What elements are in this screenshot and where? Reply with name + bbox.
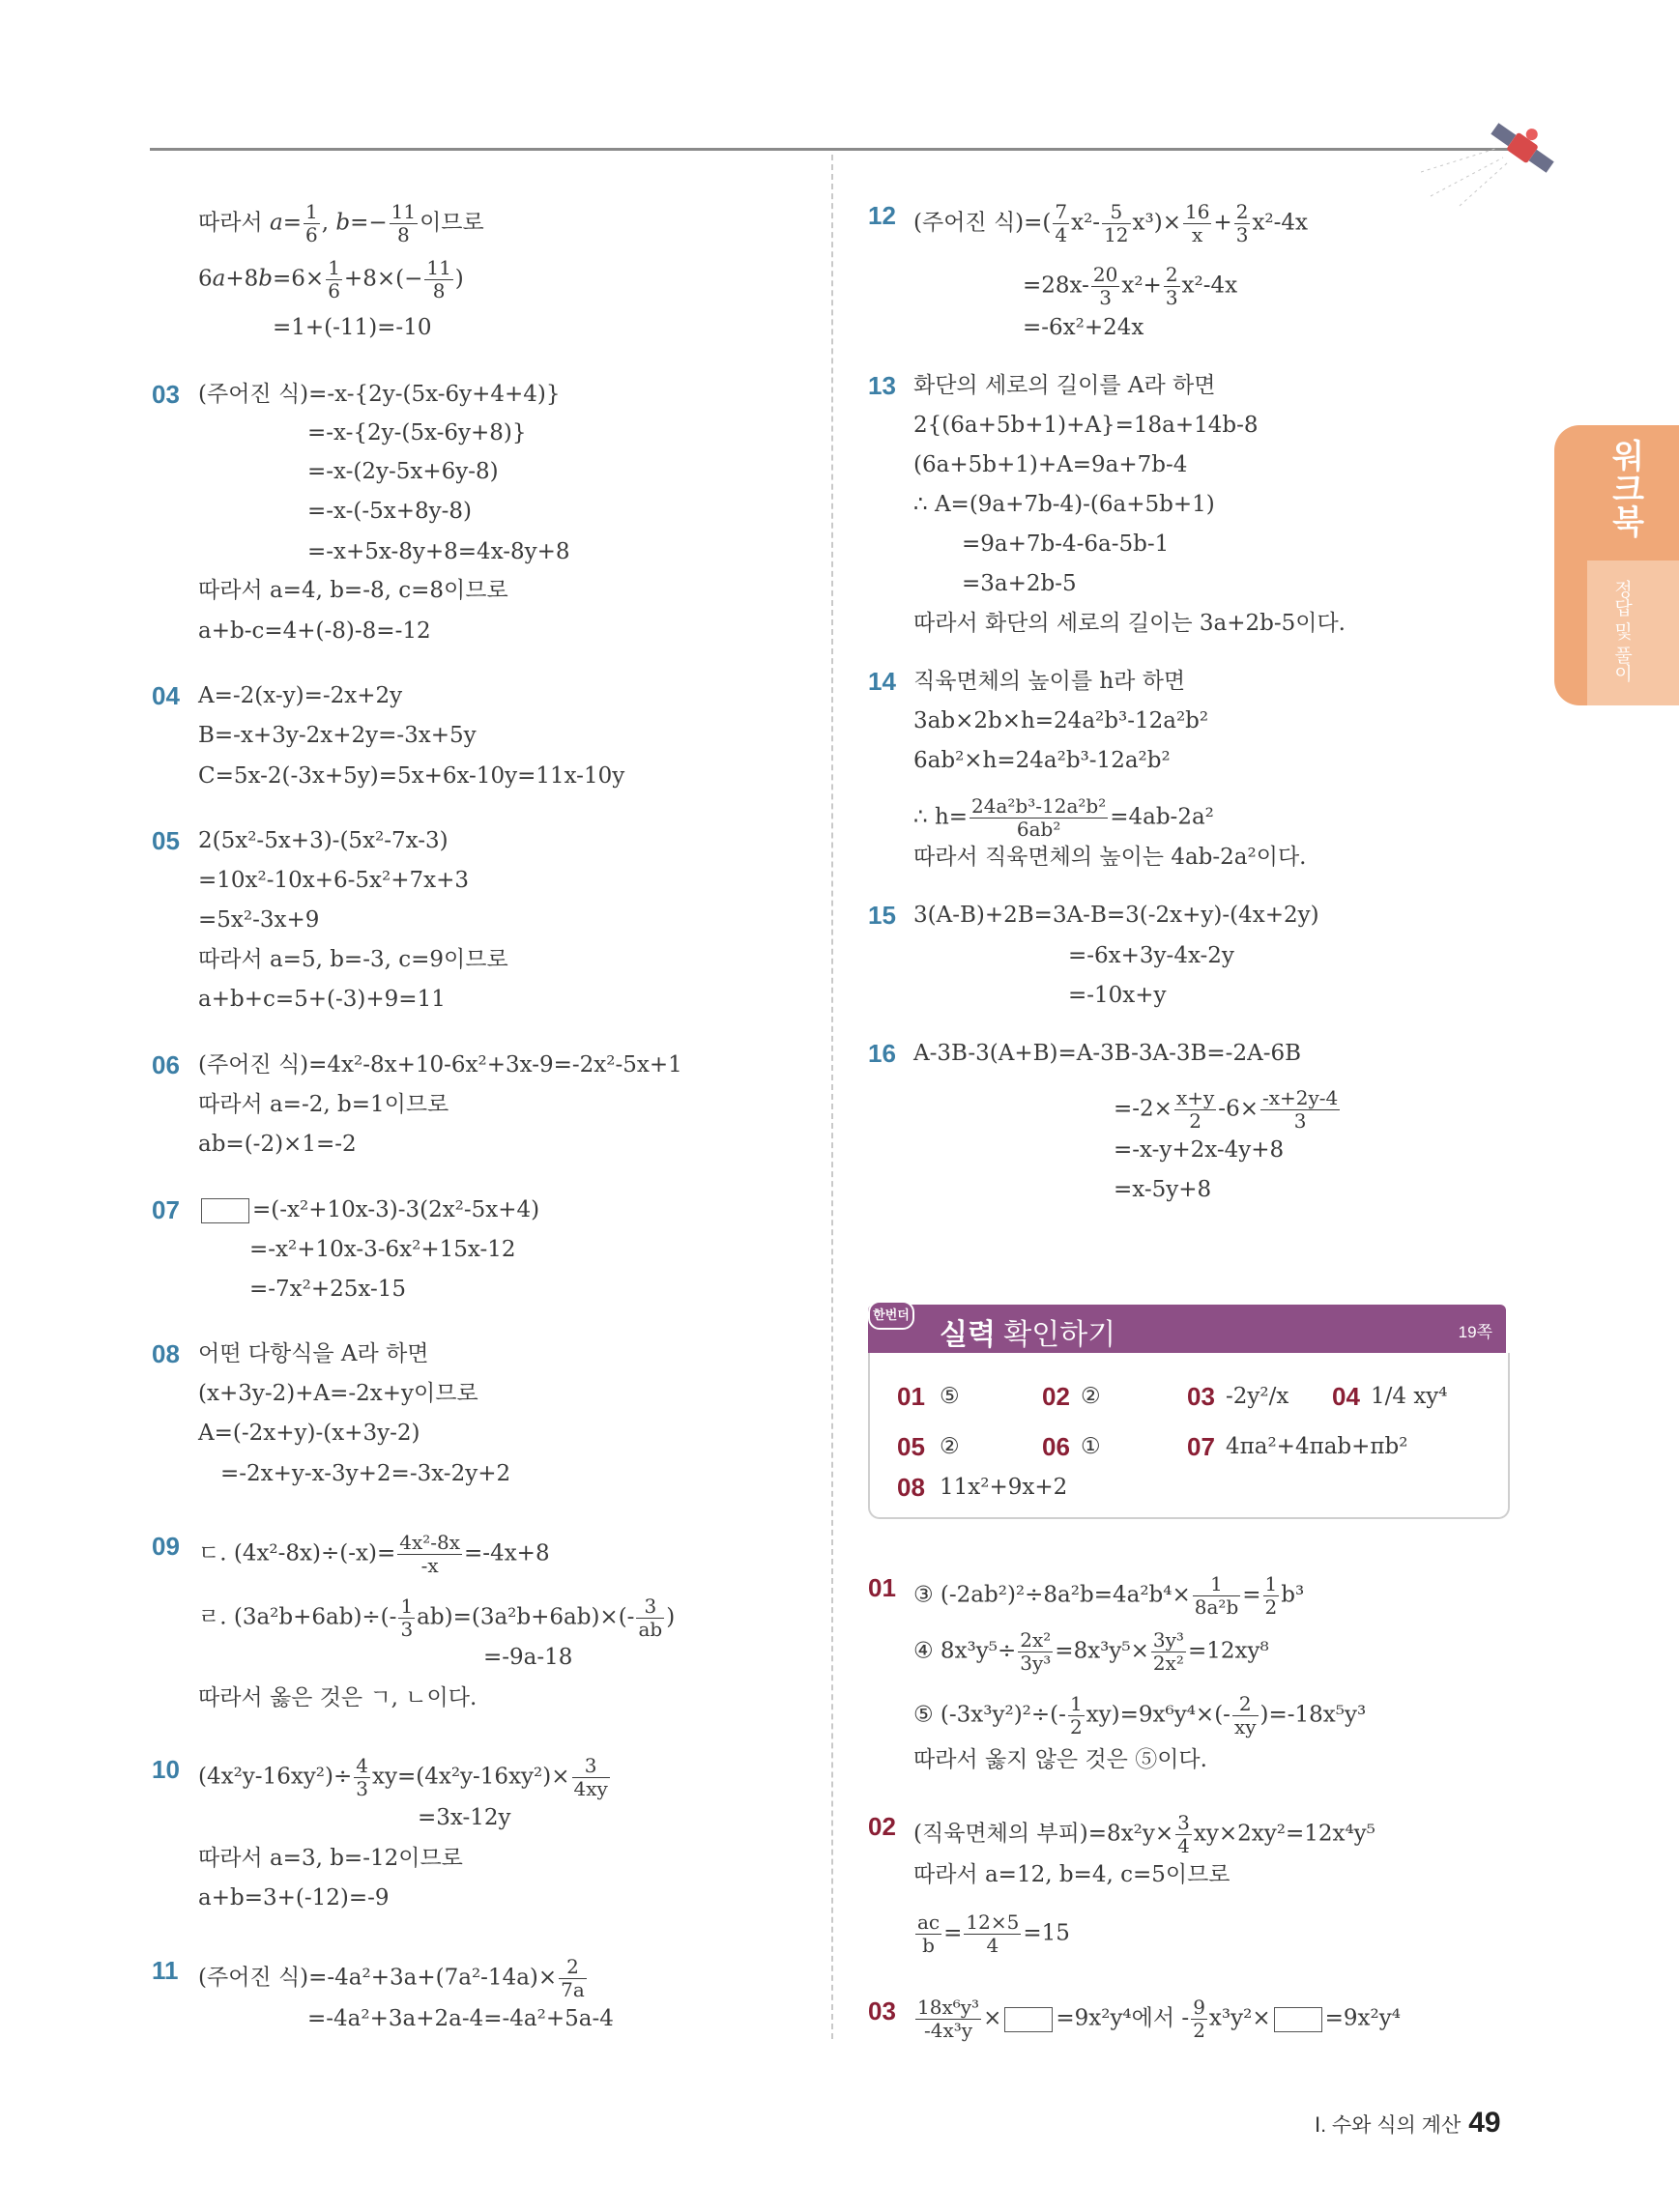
column-divider xyxy=(831,155,833,2039)
s01-line-1: ③ (-2ab²)²÷8a²b=4a²b⁴× $\frac{1}{\text{8a²b}}$ = $\frac{1}{2}$ b³ xyxy=(913,1572,1305,1619)
blank-box xyxy=(1004,2007,1053,2032)
p08-line-1: 어떤 다항식을 A라 하면 xyxy=(198,1341,429,1366)
side-tab[interactable] xyxy=(1554,425,1679,705)
problem-number-13: 13 xyxy=(868,371,896,400)
p10-line-2: =3x-12y xyxy=(418,1805,511,1830)
p13-line-2: 2{(6a+5b+1)+A}=18a+14b-8 xyxy=(913,413,1259,438)
p05-line-5: a+b+c=5+(-3)+9=11 xyxy=(198,987,446,1012)
p06-line-3: ab=(-2)×1=-2 xyxy=(198,1132,357,1157)
page-number: 49 xyxy=(1468,2107,1501,2139)
p12-line-3: =-6x²+24x xyxy=(1023,315,1144,340)
p14-line-5: 따라서 직육면체의 높이는 4ab-2a²이다. xyxy=(913,845,1307,870)
p09-line-3: =-9a-18 xyxy=(483,1645,573,1670)
p11-line-2: =-4a²+3a+2a-4=-4a²+5a-4 xyxy=(307,2006,614,2031)
p04-line-2: B=-x+3y-2x+2y=-3x+5y xyxy=(198,723,477,748)
p12-line-2: =28x- $\frac{20}{3}$ x²+ $\frac{2}{3}$ x²-4x xyxy=(1023,263,1238,309)
answer-number-04: 04 xyxy=(1332,1382,1360,1411)
p13-line-7: 따라서 화단의 세로의 길이는 3a+2b-5이다. xyxy=(913,611,1346,636)
problem-number-06: 06 xyxy=(152,1050,180,1079)
answer-number-03: 03 xyxy=(1187,1382,1215,1411)
p16-line-1: A-3B-3(A+B)=A-3B-3A-3B=-2A-6B xyxy=(913,1041,1302,1066)
p04-line-1: A=-2(x-y)=-2x+2y xyxy=(198,683,403,708)
p15-line-1: 3(A-B)+2B=3A-B=3(-2x+y)-(4x+2y) xyxy=(913,903,1319,928)
p13-line-4: ∴ A=(9a+7b-4)-(6a+5b+1) xyxy=(913,492,1215,517)
problem-number-15: 15 xyxy=(868,901,896,930)
answer-06: ① xyxy=(1081,1434,1101,1459)
p07-line-3: =-7x²+25x-15 xyxy=(249,1277,407,1302)
side-tab-subtitle: 정답 및 풀이 xyxy=(1611,580,1632,682)
answer-number-01: 01 xyxy=(897,1382,925,1411)
answer-number-02: 02 xyxy=(1042,1382,1070,1411)
problem-number-12: 12 xyxy=(868,201,896,230)
s02-line-2: 따라서 a=12, b=4, c=5이므로 xyxy=(913,1862,1230,1887)
p15-line-2: =-6x+3y-4x-2y xyxy=(1068,943,1234,968)
p05-line-4: 따라서 a=5, b=-3, c=9이므로 xyxy=(198,947,508,972)
p06-line-1: (주어진 식)=4x²-8x+10-6x²+3x-9=-2x²-5x+1 xyxy=(198,1052,682,1077)
banner-title: 실력 확인하기 xyxy=(940,1319,1116,1351)
problem-number-08: 08 xyxy=(152,1339,180,1368)
s02-line-1: (직육면체의 부피)=8x²y× $\frac{3}{4}$ xy×2xy²=12x⁴y⁵ xyxy=(913,1811,1375,1857)
p03-line-6: 따라서 a=4, b=-8, c=8이므로 xyxy=(198,578,508,603)
problem-number-16: 16 xyxy=(868,1039,896,1068)
p06-line-2: 따라서 a=-2, b=1이므로 xyxy=(198,1092,449,1117)
p15-line-3: =-10x+y xyxy=(1068,983,1167,1008)
left-intro-line-2: 6a+8b=6× $\frac{1}{6}$ +8×(− $\frac{11}{8}$ ) xyxy=(198,256,464,302)
blank-box xyxy=(201,1198,249,1223)
s01-line-3: ⑤ (-3x³y²)²÷(- $\frac{1}{2}$ xy)=9x⁶y⁴×(- $\frac{2}{xy}$ )=-18x⁵y³ xyxy=(913,1692,1367,1738)
solution-number-01: 01 xyxy=(868,1573,896,1602)
p10-line-1: (4x²y-16xy²)÷ $\frac{4}{3}$ xy=(4x²y-16xy²)× $\frac{3}{4xy}$ xyxy=(198,1754,608,1800)
p11-line-1: (주어진 식)=-4a²+3a+(7a²-14a)× $\frac{2}{7a}$ xyxy=(198,1955,585,2001)
p16-line-3: =-x-y+2x-4y+8 xyxy=(1114,1137,1285,1163)
banner-badge: 한번더 xyxy=(868,1301,914,1330)
answer-number-06: 06 xyxy=(1042,1432,1070,1461)
p10-line-3: 따라서 a=3, b=-12이므로 xyxy=(198,1846,463,1871)
p14-line-4: ∴ h= $\frac{\text{24a²b³-12a²b²}}{\text{6ab²}}$ =4ab-2a² xyxy=(913,794,1214,841)
p07-line-2: =-x²+10x-3-6x²+15x-12 xyxy=(249,1237,516,1262)
p03-line-2: =-x-{2y-(5x-6y+8)} xyxy=(307,420,527,445)
p12-line-1: (주어진 식)=( $\frac{7}{4}$ x²- $\frac{5}{12}$ x³)× $\frac{16}{x}$ + $\frac{2}{3}$ x²-4x xyxy=(913,200,1309,246)
p13-line-3: (6a+5b+1)+A=9a+7b-4 xyxy=(913,452,1188,477)
problem-number-10: 10 xyxy=(152,1755,180,1784)
p07-line-1: =(-x²+10x-3)-3(2x²-5x+4) xyxy=(198,1195,539,1224)
p03-line-7: a+b-c=4+(-8)-8=-12 xyxy=(198,618,431,644)
page-footer xyxy=(1315,2107,1501,2140)
p08-line-2: (x+3y-2)+A=-2x+y이므로 xyxy=(198,1381,478,1406)
p03-line-4: =-x-(-5x+8y-8) xyxy=(307,499,473,524)
solution-number-02: 02 xyxy=(868,1812,896,1841)
problem-number-05: 05 xyxy=(152,826,180,855)
s03-line-1: $\frac{\text{18x⁶y³}}{\text{-4x³y}}$ × =9x²y⁴에서 - $\frac{9}{2}$ x³y²× =9x²y⁴ xyxy=(917,1996,1401,2042)
problem-number-03: 03 xyxy=(152,380,180,409)
p05-line-3: =5x²-3x+9 xyxy=(198,907,320,933)
p09-line-4: 따라서 옳은 것은 ㄱ, ㄴ이다. xyxy=(198,1685,478,1710)
p13-line-1: 화단의 세로의 길이를 A라 하면 xyxy=(913,373,1216,398)
p05-line-1: 2(5x²-5x+3)-(5x²-7x-3) xyxy=(198,828,449,853)
p13-line-6: =3a+2b-5 xyxy=(962,571,1077,596)
problem-number-09: 09 xyxy=(152,1532,180,1561)
p09-line-2: ㄹ. (3a²b+6ab)÷(- $\frac{1}{3}$ ab)=(3a²b+6ab)×(- $\frac{3}{ab}$ ) xyxy=(198,1594,676,1641)
left-intro-line-3: =1+(-11)=-10 xyxy=(273,315,432,340)
banner-page: 19쪽 xyxy=(1458,1323,1492,1341)
p03-line-5: =-x+5x-8y+8=4x-8y+8 xyxy=(307,539,570,564)
p10-line-4: a+b=3+(-12)=-9 xyxy=(198,1885,390,1910)
side-tab-title: 워크북 xyxy=(1607,439,1643,537)
answer-05: ② xyxy=(940,1434,960,1459)
blank-box xyxy=(1274,2007,1322,2032)
chapter-title: Ⅰ. 수와 식의 계산 xyxy=(1315,2114,1462,2137)
answer-01: ⑤ xyxy=(940,1384,960,1409)
section-banner xyxy=(868,1305,1506,1353)
satellite-icon xyxy=(1421,104,1566,211)
answer-02: ② xyxy=(1081,1384,1101,1409)
left-intro-line-1: 따라서 a= $\frac{1}{6}$ , b=− $\frac{11}{8}$ 이므로 xyxy=(198,200,484,246)
s01-line-4: 따라서 옳지 않은 것은 ⑤이다. xyxy=(913,1747,1207,1772)
p16-line-4: =x-5y+8 xyxy=(1114,1177,1212,1202)
answer-04: 1/4 xy⁴ xyxy=(1371,1384,1448,1409)
side-tab-subtitle-box xyxy=(1587,560,1679,705)
p04-line-3: C=5x-2(-3x+5y)=5x+6x-10y=11x-10y xyxy=(198,763,625,789)
answer-08: 11x²+9x+2 xyxy=(940,1475,1068,1500)
answer-number-08: 08 xyxy=(897,1473,925,1502)
problem-number-14: 14 xyxy=(868,667,896,696)
top-rule xyxy=(150,148,1508,151)
problem-number-11: 11 xyxy=(152,1956,179,1985)
p14-line-2: 3ab×2b×h=24a²b³-12a²b² xyxy=(913,708,1209,733)
p16-line-2: =-2× $\frac{x+y}{2}$ -6× $\frac{-x+2y-4}{3}$ xyxy=(1114,1086,1339,1133)
p08-line-3: A=(-2x+y)-(x+3y-2) xyxy=(198,1421,420,1446)
p14-line-3: 6ab²×h=24a²b³-12a²b² xyxy=(913,748,1171,773)
p14-line-1: 직육면체의 높이를 h라 하면 xyxy=(913,669,1186,694)
answer-07: 4πa²+4πab+πb² xyxy=(1226,1434,1408,1459)
s01-line-2: ④ 8x³y⁵÷ $\frac{\text{2x²}}{\text{3y³}}$ =8x³y⁵× $\frac{\text{3y³}}{\text{2x²}}$ =12xy⁸ xyxy=(913,1628,1269,1675)
problem-number-04: 04 xyxy=(152,681,180,710)
p05-line-2: =10x²-10x+6-5x²+7x+3 xyxy=(198,868,470,893)
p03-line-1: (주어진 식)=-x-{2y-(5x-6y+4+4)} xyxy=(198,382,561,407)
p08-line-4: =-2x+y-x-3y+2=-3x-2y+2 xyxy=(220,1461,511,1486)
answer-number-07: 07 xyxy=(1187,1432,1215,1461)
solution-number-03: 03 xyxy=(868,1997,896,2025)
answer-03: -2y²/x xyxy=(1226,1384,1289,1409)
p09-line-1: ㄷ. (4x²-8x)÷(-x)= $\frac{\text{4x²-8x}}{-x}$ =-4x+8 xyxy=(198,1531,550,1577)
problem-number-07: 07 xyxy=(152,1195,180,1224)
answer-number-05: 05 xyxy=(897,1432,925,1461)
p13-line-5: =9a+7b-4-6a-5b-1 xyxy=(962,531,1170,557)
p03-line-3: =-x-(2y-5x+6y-8) xyxy=(307,459,499,484)
s02-line-3: $\frac{ac}{b}$ = $\frac{12\times 5}{4}$ =15 xyxy=(917,1910,1070,1957)
